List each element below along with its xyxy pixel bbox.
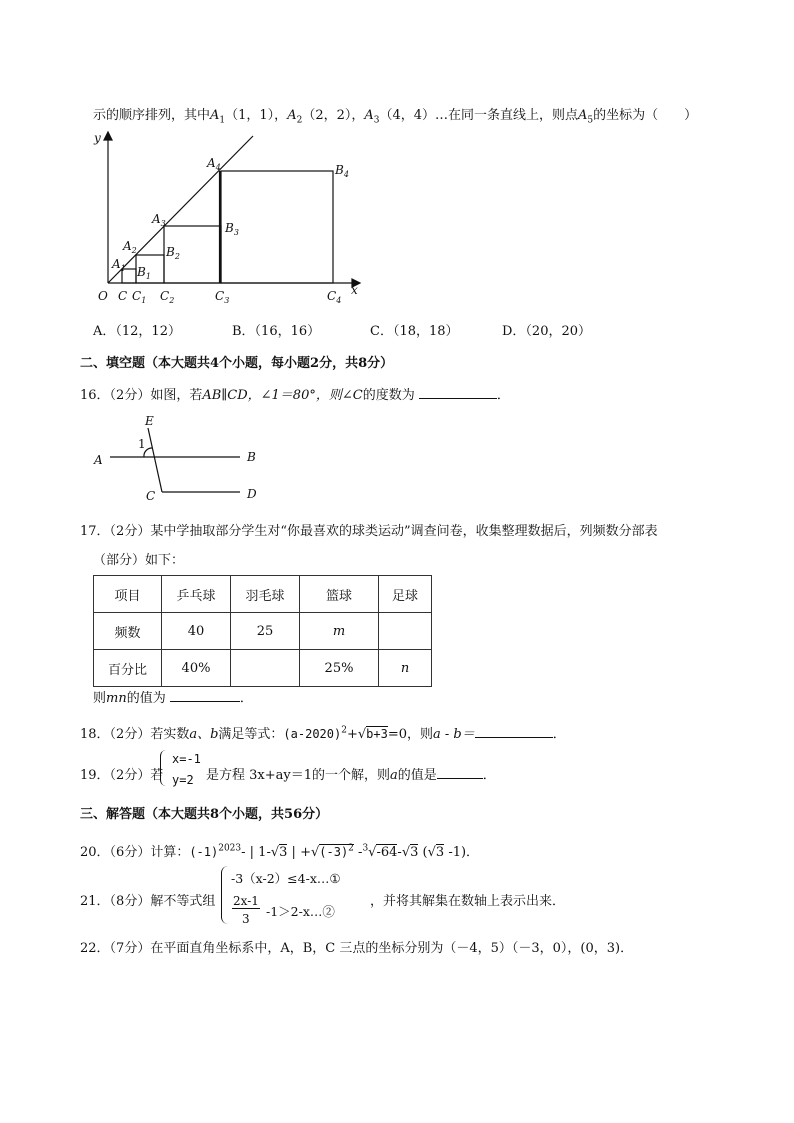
label-C4: $C_4$ [327,289,342,305]
q18-answer-blank[interactable] [475,725,553,738]
q18-stem: 18．（2分）若实数a、b满足等式：$(a-2020)^2+√b+3=0$，则a - b＝ ． [80,725,566,742]
section-3-heading: 三、解答题（本大题共8个小题，共56分） [80,807,329,822]
axis-y-label: y [94,131,101,145]
q22-stem: 22．（7分）在平面直角坐标系中，A，B，C 三点的坐标分别为（－4，5）（－3，0），(0，3)． [80,941,634,956]
q19-sys-1: x=-1 [172,752,201,766]
q21-ineq-2-tail: -1＞2-x…② [266,904,335,919]
label-A3: $A_3$ [152,212,166,228]
label-C1: $C_1$ [132,289,147,305]
table-row: 频数 40 25 m [94,613,432,650]
q21-ineq-1: -3（x-2）≤4-x…① [231,871,341,886]
q16-figure [90,410,270,505]
label-B2: $B_2$ [166,245,180,261]
q17-stem-2: （部分）如下： [93,553,185,568]
q19-prefix: 19．（2分）若 [80,768,164,783]
sqrt-symbol: √ [357,727,367,742]
frequency-table [93,575,432,687]
q21-brace [221,866,230,924]
label-A1: $A_1$ [112,257,126,273]
q15-stem: 示的顺序排列，其中$A_1(1$，1），$A_2(2$，2），$A_3(4$，4）…在同一条直线上，则点$A_5$的坐标为（ ） [93,108,698,126]
q21-prefix: 21．（8分）解不等式组 [80,894,216,909]
q17-answer-blank[interactable] [170,689,240,702]
label-C: C [118,289,128,303]
q15-option-b[interactable]: B．（16，16） [232,324,321,339]
q19-answer-blank[interactable] [437,766,483,779]
q17-ask: 则mn的值为 ． [93,691,253,706]
label-B4: $B_4$ [335,163,349,179]
label-D: D [247,487,257,501]
label-B1: $B_1$ [137,265,151,281]
q19-rest: 是方程 3x+ay＝1的一个解，则a的值是 ． [206,768,496,783]
axis-x-label: x [351,283,358,297]
q21-fraction-num: 2x-1 [233,894,259,908]
label-C2: $C_2$ [160,289,175,305]
label-A: A [94,453,103,467]
q17-stem: 17．（2分）某中学抽取部分学生对“你最喜欢的球类运动”调查问卷，收集整理数据后，列频数分部表 [80,524,658,539]
q16-stem: 16．（2分）如图，若AB∥CD，∠1＝80°，则∠C的度数为 ． [80,388,510,403]
q20-stem: 20．（6分）计算：$(-1)^{2023}-$ | 1-√3 | $+√(-3)^2$ -$^3$√-64-√3 (√3 -1)． [80,843,480,860]
table-row: 项目 乒乓球 羽毛球 篮球 足球 [94,576,432,613]
origin-label: O [98,289,108,303]
q16-answer-blank[interactable] [419,386,497,399]
q19-sys-2: y=2 [172,773,194,787]
label-angle-1: 1 [138,437,146,451]
q19-brace [160,750,169,786]
q21-fraction-den: 3 [242,912,250,926]
q15-option-c[interactable]: C．（18，18） [370,324,459,339]
q15-option-a[interactable]: A．（12，12） [93,324,181,339]
label-A4: $A_4$ [207,156,221,172]
q15-figure [90,128,370,308]
label-C: C [146,489,156,503]
label-C3: $C_3$ [215,289,230,305]
section-2-heading: 二、填空题（本大题共4个小题，每小题2分，共8分） [80,356,394,371]
q21-suffix: ，并将其解集在数轴上表示出来． [370,894,566,909]
table-row: 百分比 40% 25% n [94,650,432,687]
q15-option-d[interactable]: D．（20，20） [502,324,592,339]
label-B3: $B_3$ [225,221,239,237]
label-E: E [145,414,154,428]
label-A2: $A_2$ [123,239,137,255]
label-B: B [247,450,256,464]
